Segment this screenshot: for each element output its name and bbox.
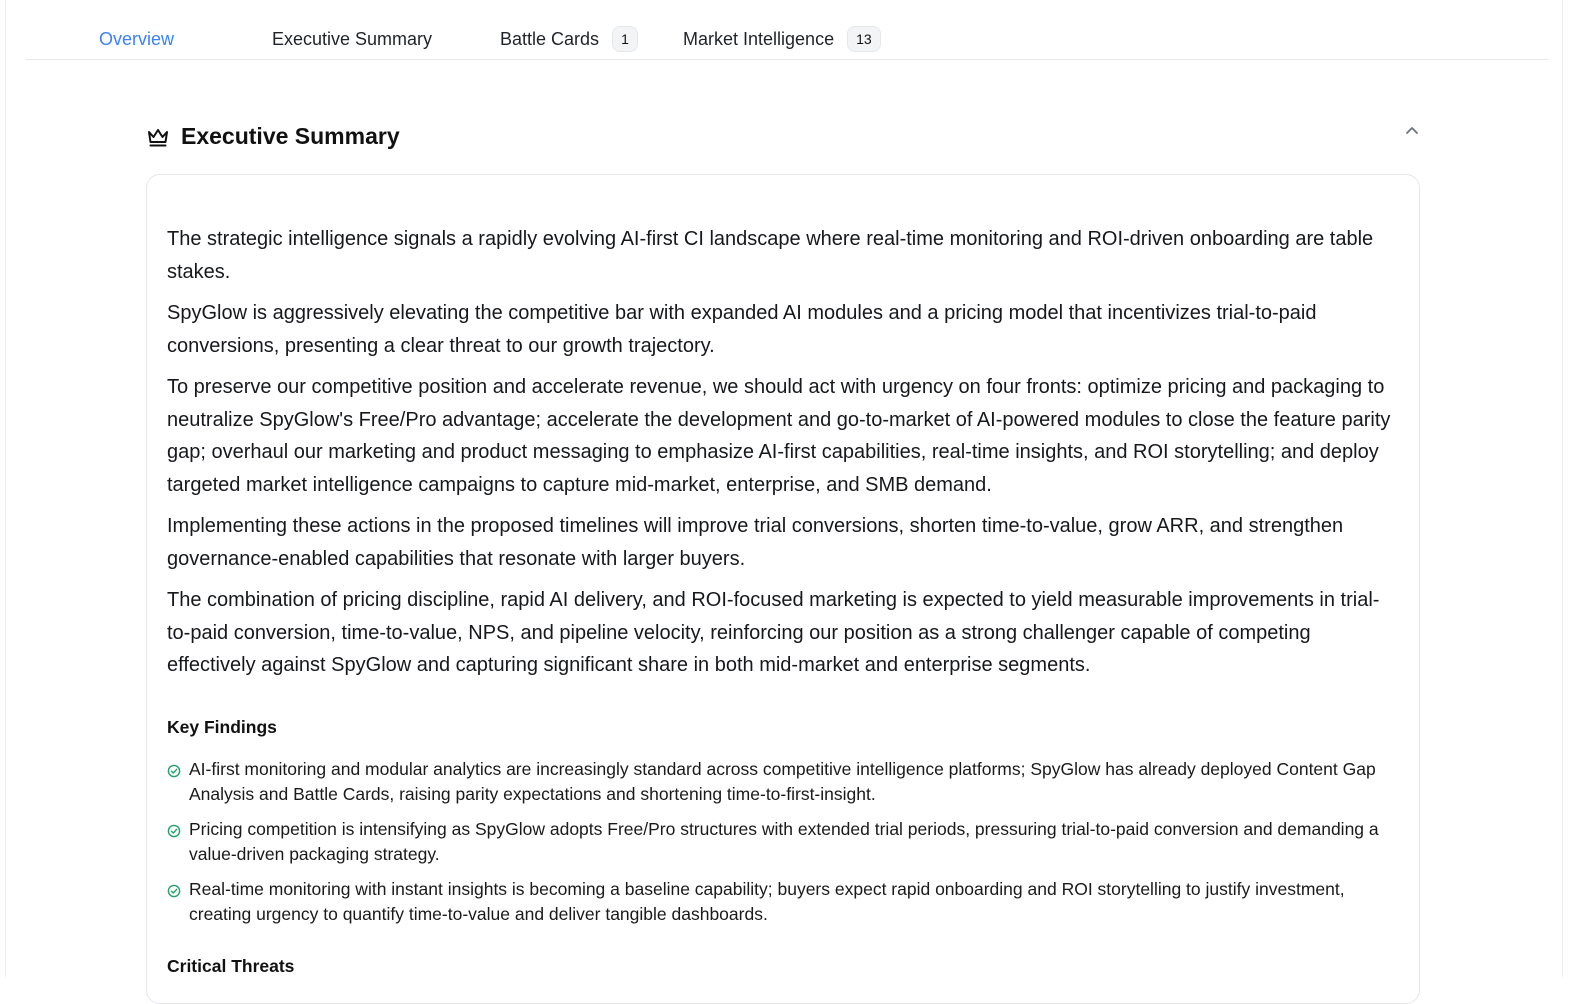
key-findings-list [167,757,1387,937]
list-item [167,757,1387,807]
app-frame [5,0,1563,977]
critical-threats-heading: Critical Threats [167,956,295,976]
count-badge: 13 [847,26,881,52]
summary-paragraph: Implementing these actions in the proposed timelines will improve trial conversions, shorten time-to-value, grow ARR, and strengthen governance-enabled capabilities that resonate with larger buyers. [167,515,1344,570]
count-badge: 1 [612,26,638,52]
finding-text: Pricing competition is intensifying as SpyGlow adopts Free/Pro structures with extended trial periods, pressuring trial-to-paid conversion and demanding a value-driven packaging strategy. [189,819,1379,864]
tab-overview[interactable] [99,26,174,52]
key-findings-heading: Key Findings [167,717,277,737]
summary-paragraph: The combination of pricing discipline, rapid AI delivery, and ROI-focused marketing is expected to yield measurable improvements in trial-to-paid conversion, time-to-value, NPS, and pipeline velocity, reinforcing our position as a strong challenger capable of competing effectively against SpyGlow and capturing significant share in both mid-market and enterprise segments. [167,589,1380,676]
finding-text: AI-first monitoring and modular analytics are increasingly standard across competitive intelligence platforms; SpyGlow has already deployed Content Gap Analysis and Battle Cards, raising parity expectations and shortening time-to-first-insight. [189,759,1376,804]
tab-battle-cards[interactable] [500,26,638,52]
tab-bar [26,0,1548,60]
check-circle-icon [167,764,181,778]
chevron-up-icon[interactable] [1403,122,1421,140]
tab-label: Executive Summary [272,28,433,49]
tab-label: Market Intelligence [683,28,835,49]
crown-icon [146,126,170,148]
tab-label: Battle Cards [500,28,600,49]
section-title: Executive Summary [181,123,400,149]
check-circle-icon [167,824,181,838]
list-item [167,877,1387,927]
summary-paragraph: SpyGlow is aggressively elevating the competitive bar with expanded AI modules and a pricing model that incentivizes trial-to-paid conversions, presenting a clear threat to our growth trajectory. [167,302,1317,357]
finding-text: Real-time monitoring with instant insights is becoming a baseline capability; buyers expect rapid onboarding and ROI storytelling to justify investment, creating urgency to quantify time-to-value and deliver tangible dashboards. [189,879,1345,924]
summary-card [146,174,1420,1004]
summary-paragraph: The strategic intelligence signals a rapidly evolving AI-first CI landscape where real-time monitoring and ROI-driven onboarding are table stakes. [167,228,1374,283]
tab-market-intelligence[interactable] [683,26,881,52]
tab-executive-summary[interactable] [272,26,432,52]
summary-paragraph: To preserve our competitive position and accelerate revenue, we should act with urgency on four fronts: optimize pricing and packaging to neutralize SpyGlow's Free/Pro advantage; accelerate the development and go-to-market of AI-powered modules to close the feature parity gap; overhaul our marketing and product messaging to emphasize AI-first capabilities, real-time insights, and ROI storytelling; and deploy targeted market intelligence campaigns to capture mid-market, enterprise, and SMB demand. [167,376,1391,496]
check-circle-icon [167,884,181,898]
tab-label: Overview [99,28,175,49]
section-header [146,122,1421,154]
list-item [167,817,1387,867]
summary-paragraphs [167,223,1402,691]
